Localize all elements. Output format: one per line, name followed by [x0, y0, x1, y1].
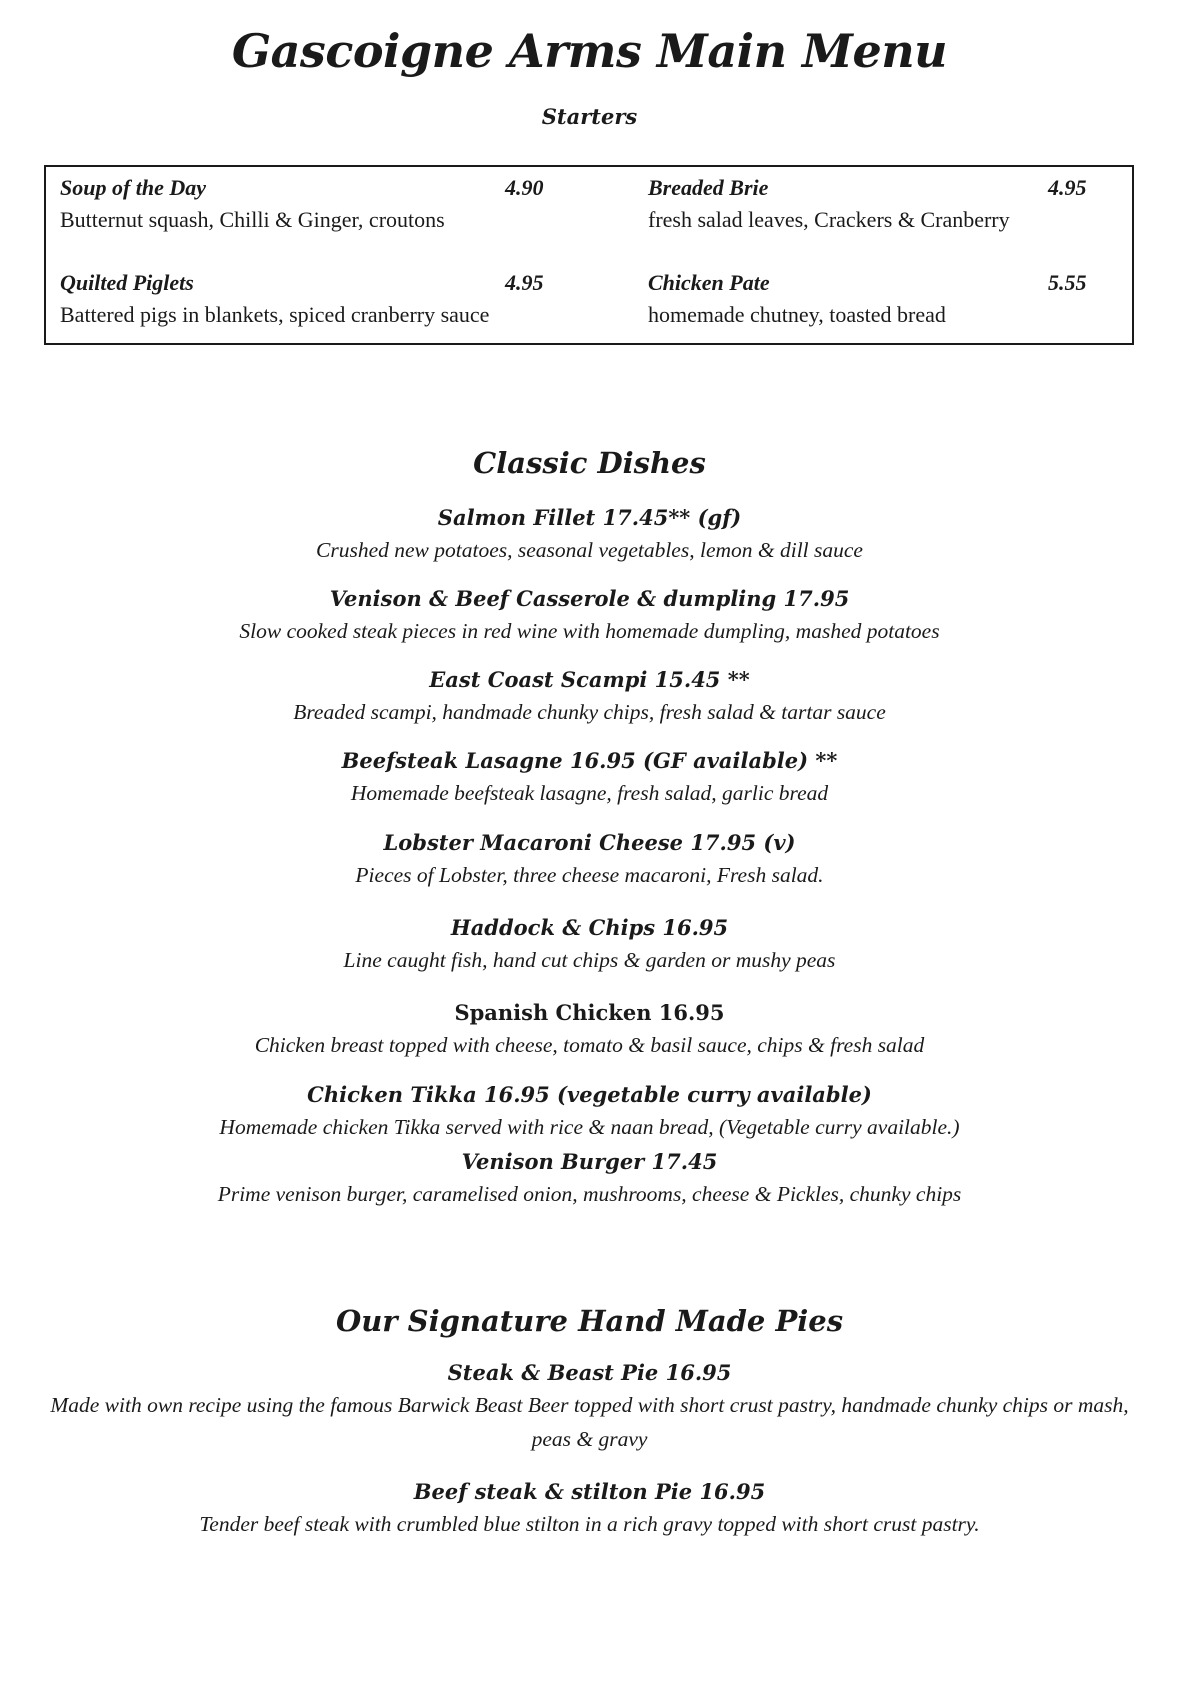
dish-item: [0, 998, 1179, 1062]
dish-name: East Coast Scampi 15.45 **: [429, 667, 750, 692]
starter-item: [60, 175, 560, 233]
starter-name: Quilted Piglets: [60, 270, 194, 295]
starter-description: homemade chutney, toasted bread: [648, 302, 946, 327]
dish-name: Lobster Macaroni Cheese 17.95 (v): [383, 830, 796, 855]
dish-item: [0, 584, 1179, 648]
dish-description: Homemade chicken Tikka served with rice & naan bread, (Vegetable curry available.): [219, 1115, 960, 1139]
starters-box: [44, 165, 1134, 345]
starter-description: fresh salad leaves, Crackers & Cranberry: [648, 207, 1010, 232]
dish-name: Venison Burger 17.45: [461, 1149, 718, 1174]
pie-description: Made with own recipe using the famous Barwick Beast Beer topped with short crust pastry, handmade chunky chips or mash, peas & gravy: [50, 1393, 1129, 1451]
dish-item: [0, 665, 1179, 729]
dish-item: [0, 746, 1179, 810]
starter-name: Breaded Brie: [648, 175, 769, 200]
dish-description: Breaded scampi, handmade chunky chips, fresh salad & tartar sauce: [293, 700, 886, 724]
pie-name: Beef steak & stilton Pie 16.95: [413, 1479, 766, 1504]
starter-description: Butternut squash, Chilli & Ginger, croutons: [60, 207, 445, 232]
dish-name: Salmon Fillet 17.45** (gf): [437, 505, 742, 530]
starters-heading: Starters: [541, 104, 638, 129]
dish-description: Pieces of Lobster, three cheese macaroni, Fresh salad.: [355, 863, 824, 887]
pie-item: [0, 1477, 1179, 1541]
page-title: Gascoigne Arms Main Menu: [231, 24, 948, 78]
starter-price: 4.90: [505, 175, 544, 200]
starter-price: 4.95: [1048, 175, 1087, 200]
pie-item: [0, 1358, 1179, 1456]
dish-item: [0, 503, 1179, 567]
starter-name: Chicken Pate: [648, 270, 770, 295]
starter-item: [648, 270, 1148, 328]
starter-item: [648, 175, 1148, 233]
classic-dishes-heading: Classic Dishes: [473, 446, 706, 480]
dish-description: Prime venison burger, caramelised onion, mushrooms, cheese & Pickles, chunky chips: [217, 1182, 962, 1206]
dish-description: Homemade beefsteak lasagne, fresh salad, garlic bread: [350, 781, 829, 805]
dish-item: [0, 913, 1179, 977]
dish-description: Slow cooked steak pieces in red wine with homemade dumpling, mashed potatoes: [239, 619, 940, 643]
starter-price: 5.55: [1048, 270, 1087, 295]
starter-name: Soup of the Day: [60, 175, 207, 200]
dish-name: Venison & Beef Casserole & dumpling 17.95: [329, 586, 850, 611]
dish-description: Line caught fish, hand cut chips & garden or mushy peas: [343, 948, 836, 972]
dish-name: Chicken Tikka 16.95 (vegetable curry available): [307, 1082, 872, 1107]
pie-name: Steak & Beast Pie 16.95: [447, 1360, 732, 1385]
dish-name: Spanish Chicken 16.95: [454, 1000, 725, 1025]
dish-item: [0, 1147, 1179, 1211]
dish-name: Beefsteak Lasagne 16.95 (GF available) **: [341, 748, 838, 773]
dish-item: [0, 1080, 1179, 1144]
dish-description: Chicken breast topped with cheese, tomato & basil sauce, chips & fresh salad: [254, 1033, 925, 1057]
starter-description: Battered pigs in blankets, spiced cranberry sauce: [60, 302, 490, 327]
dish-description: Crushed new potatoes, seasonal vegetables, lemon & dill sauce: [316, 538, 863, 562]
dish-item: [0, 828, 1179, 892]
dish-name: Haddock & Chips 16.95: [450, 915, 729, 940]
starter-price: 4.95: [505, 270, 544, 295]
starter-item: [60, 270, 560, 328]
signature-pies-heading: Our Signature Hand Made Pies: [335, 1304, 844, 1338]
pie-description: Tender beef steak with crumbled blue stilton in a rich gravy topped with short crust pastry.: [199, 1512, 980, 1536]
